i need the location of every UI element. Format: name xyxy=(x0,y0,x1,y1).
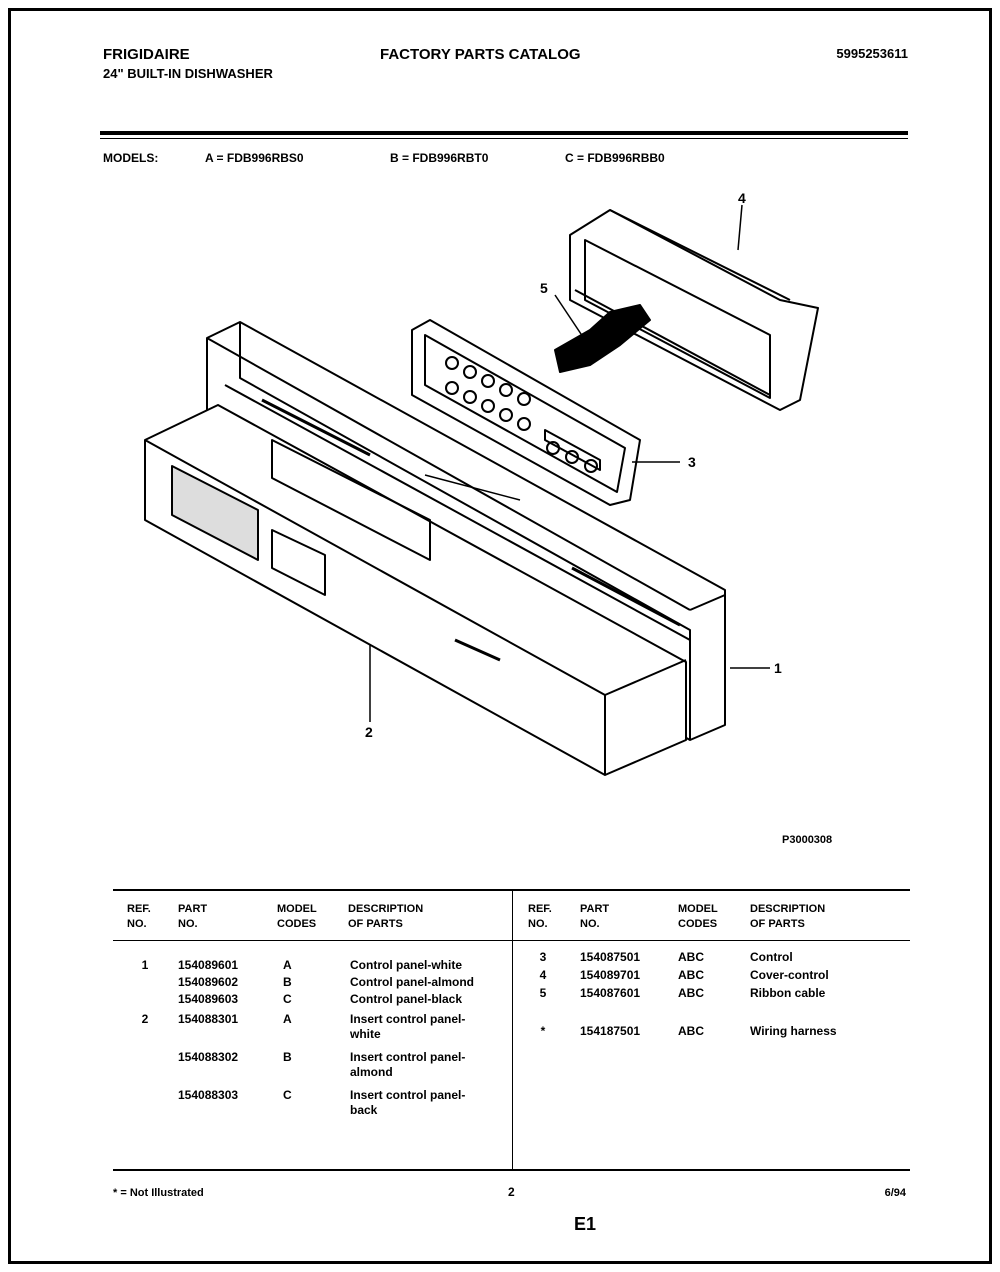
callout-4: 4 xyxy=(738,190,746,206)
model-code: ABC xyxy=(678,968,704,982)
header-ref-no-right: REF. NO. xyxy=(528,903,552,930)
callout-5: 5 xyxy=(540,280,548,296)
part-no: 154088302 xyxy=(178,1050,239,1064)
figure-code: P3000308 xyxy=(782,834,833,846)
header-ref-no: REF. NO. xyxy=(127,903,151,930)
revision-date: 6/94 xyxy=(884,1187,906,1199)
model-b: B = FDB996RBT0 xyxy=(390,151,489,165)
ref-no: 5 xyxy=(539,986,547,1000)
part-description: Insert control panel- almond xyxy=(350,1050,466,1079)
part-no: 154089701 xyxy=(580,968,641,982)
part-description: Ribbon cable xyxy=(750,986,826,1000)
part-description: Wiring harness xyxy=(750,1024,837,1038)
ref-no: 4 xyxy=(539,968,547,982)
model-code: C xyxy=(283,992,292,1006)
model-code: ABC xyxy=(678,1024,704,1038)
model-code: ABC xyxy=(678,950,704,964)
part-description: Cover-control xyxy=(750,968,829,982)
table-divider xyxy=(512,889,513,1169)
cover-control xyxy=(570,210,818,410)
model-code: B xyxy=(283,975,292,989)
header-model-codes-right: MODEL CODES xyxy=(678,903,718,930)
model-code: A xyxy=(283,958,292,972)
part-no: 154087601 xyxy=(580,986,641,1000)
part-description: Control panel-white xyxy=(350,958,462,972)
page-number: 2 xyxy=(508,1185,515,1199)
model-a: A = FDB996RBS0 xyxy=(205,151,304,165)
callout-3: 3 xyxy=(688,454,696,470)
part-description: Control panel-almond xyxy=(350,975,474,989)
header-model-codes: MODEL CODES xyxy=(277,903,317,930)
part-no: 154088303 xyxy=(178,1088,239,1102)
model-c: C = FDB996RBB0 xyxy=(565,151,665,165)
part-description: Insert control panel- white xyxy=(350,1012,466,1041)
part-description: Insert control panel- back xyxy=(350,1088,466,1117)
model-code: C xyxy=(283,1088,292,1102)
footnote: * = Not Illustrated xyxy=(113,1187,204,1199)
section-code: E1 xyxy=(574,1214,597,1234)
part-no: 154089601 xyxy=(178,958,239,972)
table-bottom-rule xyxy=(113,1169,910,1171)
product-name: 24" BUILT-IN DISHWASHER xyxy=(103,66,273,81)
part-no: 154087501 xyxy=(580,950,641,964)
ref-no: 2 xyxy=(141,1012,149,1026)
callout-2: 2 xyxy=(365,724,373,740)
part-no: 154089603 xyxy=(178,992,239,1006)
part-no: 154187501 xyxy=(580,1024,641,1038)
ref-no: 3 xyxy=(539,950,547,964)
part-description: Control panel-black xyxy=(350,992,463,1006)
model-code: B xyxy=(283,1050,292,1064)
header-description-right: DESCRIPTION OF PARTS xyxy=(750,903,826,930)
ref-no: 1 xyxy=(141,958,149,972)
model-code: A xyxy=(283,1012,292,1026)
header-description: DESCRIPTION OF PARTS xyxy=(348,903,424,930)
header-part-no-right: PART NO. xyxy=(580,903,610,930)
callout-1: 1 xyxy=(774,660,782,676)
models-label: MODELS: xyxy=(103,151,159,165)
part-no: 154088301 xyxy=(178,1012,239,1026)
brand-name: FRIGIDAIRE xyxy=(103,46,190,63)
document-number: 5995253611 xyxy=(836,46,908,61)
model-code: ABC xyxy=(678,986,704,1000)
ref-no: * xyxy=(540,1024,546,1038)
header-part-no: PART NO. xyxy=(178,903,208,930)
part-no: 154089602 xyxy=(178,975,239,989)
part-description: Control xyxy=(750,950,793,964)
catalog-title: FACTORY PARTS CATALOG xyxy=(380,46,581,63)
